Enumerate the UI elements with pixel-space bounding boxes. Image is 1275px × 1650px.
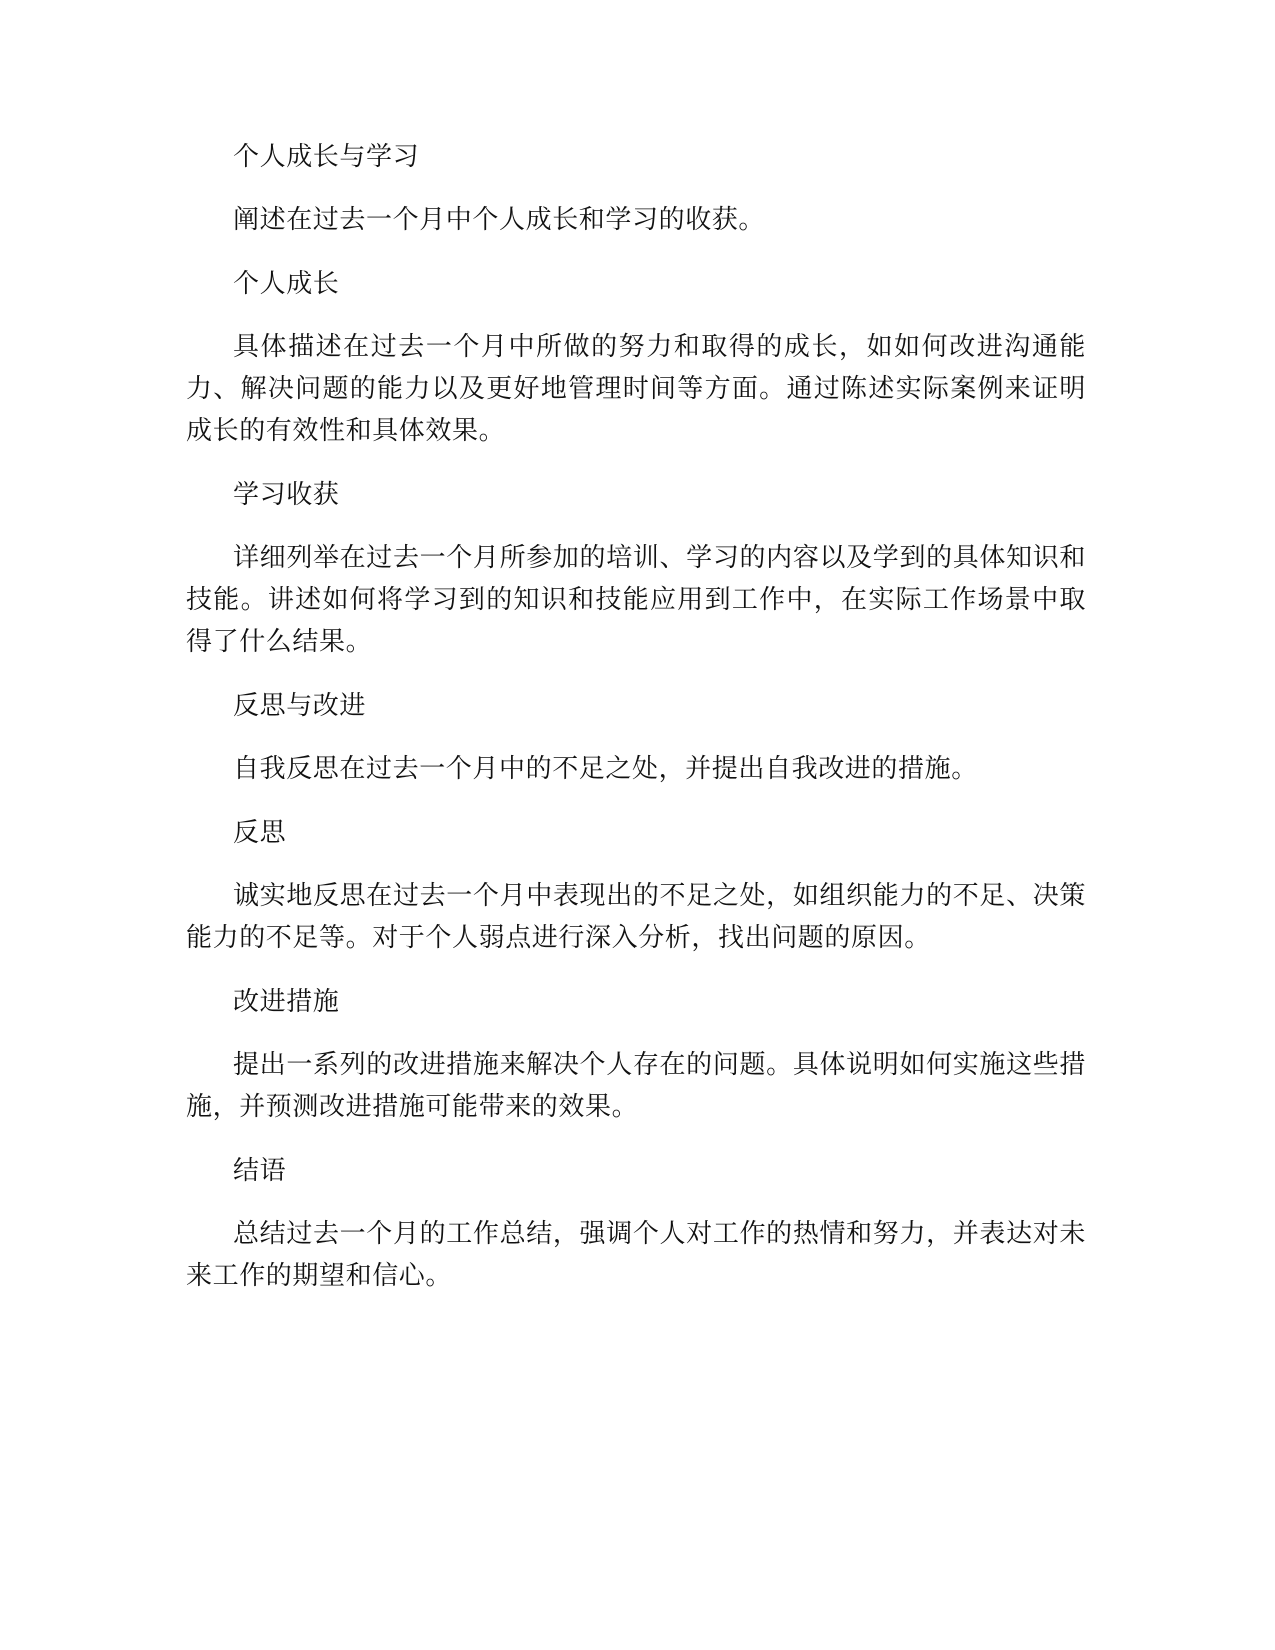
subsection-heading-reflection: 反思: [233, 818, 287, 848]
body-paragraph: 总结过去一个月的工作总结，强调个人对工作的热情和努力，并表达对未来工作的期望和信心。: [186, 1219, 1086, 1291]
section-heading-conclusion: 结语: [233, 1156, 287, 1186]
section-heading-reflection-improvement: 反思与改进: [233, 691, 367, 721]
subsection-heading-personal-growth: 个人成长: [233, 269, 340, 299]
subsection-heading-improvement-measures: 改进措施: [233, 987, 340, 1017]
body-paragraph: 诚实地反思在过去一个月中表现出的不足之处，如组织能力的不足、决策能力的不足等。对于个人弱点进行深入分析，找出问题的原因。: [186, 881, 1086, 953]
section-intro-paragraph: 自我反思在过去一个月中的不足之处，并提出自我改进的措施。: [233, 754, 978, 784]
section-intro-paragraph: 阐述在过去一个月中个人成长和学习的收获。: [233, 205, 766, 235]
section-heading-personal-growth-learning: 个人成长与学习: [233, 142, 420, 172]
document-content: [186, 136, 1086, 1319]
body-paragraph: 提出一系列的改进措施来解决个人存在的问题。具体说明如何实施这些措施，并预测改进措施可能带来的效果。: [186, 1050, 1086, 1122]
body-paragraph: 具体描述在过去一个月中所做的努力和取得的成长，如如何改进沟通能力、解决问题的能力以及更好地管理时间等方面。通过陈述实际案例来证明成长的有效性和具体效果。: [186, 332, 1086, 446]
subsection-heading-learning-gains: 学习收获: [233, 480, 340, 510]
body-paragraph: 详细列举在过去一个月所参加的培训、学习的内容以及学到的具体知识和技能。讲述如何将学习到的知识和技能应用到工作中，在实际工作场景中取得了什么结果。: [186, 543, 1086, 657]
